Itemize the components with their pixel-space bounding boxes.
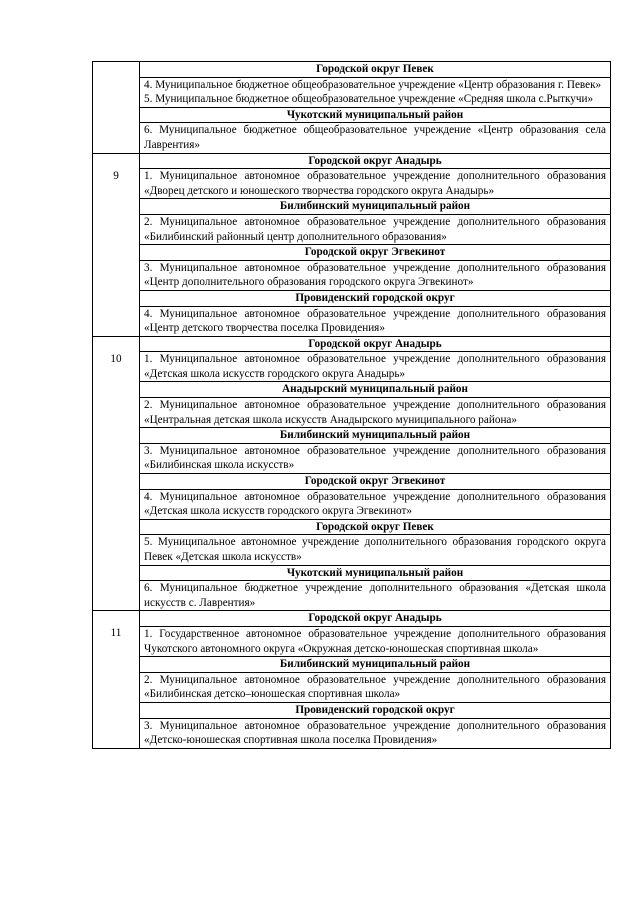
institution-item: 1. Государственное автономное образовательное учреждение дополнительного образования Чукотского автономного округа «Окружная детско-юношеская спортивная школа» <box>144 627 606 655</box>
section-items-row <box>93 352 611 382</box>
section-items-row <box>93 672 611 702</box>
section-heading-row <box>93 428 611 444</box>
section-items-row <box>93 123 611 153</box>
section-items-cell <box>140 718 611 748</box>
institution-item: 2. Муниципальное автономное образовательное учреждение дополнительного образования «Билибинский районный центр дополнительного образования» <box>144 215 606 243</box>
section-heading-row <box>93 290 611 306</box>
institution-item: 2. Муниципальное автономное образовательное учреждение дополнительного образования «Билибинская детско–юношеская спортивная школа» <box>144 673 606 701</box>
row-number-cell <box>93 153 140 336</box>
section-heading: Городской округ Эгвекинот <box>140 245 611 261</box>
section-heading-row <box>93 245 611 261</box>
section-items-cell <box>140 672 611 702</box>
section-heading: Чукотский муниципальный район <box>140 107 611 123</box>
section-heading: Городской округ Анадырь <box>140 336 611 352</box>
institution-item: 6. Муниципальное бюджетное учреждение дополнительного образования «Детская школа искусств с. Лаврентия» <box>144 582 606 609</box>
institution-item: 3. Муниципальное автономное образовательное учреждение дополнительного образования «Центр дополнительного образования городского округа Эгвекинот» <box>144 261 606 289</box>
section-items-cell <box>140 77 611 107</box>
institution-item: 1. Муниципальное автономное образовательное учреждение дополнительного образования «Детская школа искусств городского округа Анадырь» <box>144 353 606 380</box>
section-items-cell <box>140 123 611 153</box>
section-heading: Провиденский городской округ <box>140 702 611 718</box>
section-items-cell <box>140 398 611 428</box>
section-items-cell <box>140 169 611 199</box>
section-items-row <box>93 718 611 748</box>
section-items-cell <box>140 535 611 565</box>
section-items-row <box>93 626 611 656</box>
section-heading: Городской округ Певек <box>140 519 611 535</box>
section-heading: Городской округ Анадырь <box>140 153 611 169</box>
institution-item: 4. Муниципальное автономное образовательное учреждение дополнительного образования «Центр детского творчества поселка Провидения» <box>144 307 606 335</box>
row-number-cell <box>93 336 140 611</box>
document-page <box>92 61 610 749</box>
section-heading: Провиденский городской округ <box>140 290 611 306</box>
section-heading-row <box>93 657 611 673</box>
section-heading-row <box>93 336 611 352</box>
section-heading: Билибинский муниципальный район <box>140 657 611 673</box>
section-heading: Билибинский муниципальный район <box>140 199 611 215</box>
row-number <box>97 62 135 77</box>
section-items-row <box>93 77 611 107</box>
row-number-cell <box>93 62 140 154</box>
section-items-cell <box>140 581 611 611</box>
section-heading-row <box>93 519 611 535</box>
section-heading-row <box>93 153 611 169</box>
section-heading: Анадырский муниципальный район <box>140 382 611 398</box>
section-heading-row <box>93 702 611 718</box>
section-heading: Городской округ Эгвекинот <box>140 474 611 490</box>
section-heading: Городской округ Певек <box>140 62 611 78</box>
section-heading: Билибинский муниципальный район <box>140 428 611 444</box>
section-items-cell <box>140 443 611 473</box>
section-items-cell <box>140 260 611 290</box>
section-items-row <box>93 443 611 473</box>
row-number: 9 <box>113 169 119 182</box>
section-items-row <box>93 306 611 336</box>
section-items-cell <box>140 214 611 244</box>
institutions-table <box>92 61 611 749</box>
section-items-cell <box>140 352 611 382</box>
institution-item: 3. Муниципальное автономное образовательное учреждение дополнительного образования «Билибинская школа искусств» <box>144 444 606 472</box>
section-heading-row <box>93 565 611 581</box>
row-number: 11 <box>110 627 122 640</box>
institution-item: 3. Муниципальное автономное образовательное учреждение дополнительного образования «Детско-юношеская спортивная школа поселка Провидения» <box>144 719 606 747</box>
row-number-cell <box>93 611 140 748</box>
institution-item: 4. Муниципальное автономное образовательное учреждение дополнительного образования «Детская школа искусств городского округа Эгвекинот» <box>144 490 606 518</box>
section-heading-row <box>93 199 611 215</box>
section-items-row <box>93 260 611 290</box>
institution-item: 1. Муниципальное автономное образовательное учреждение дополнительного образования «Дворец детского и юношеского творчества городского округа Анадырь» <box>144 170 606 197</box>
institution-item: 6. Муниципальное бюджетное общеобразовательное учреждение «Центр образования села Лаврентия» <box>144 124 606 151</box>
row-number: 10 <box>110 352 122 365</box>
section-items-row <box>93 489 611 519</box>
section-items-row <box>93 214 611 244</box>
section-items-row <box>93 169 611 199</box>
institution-item: 4. Муниципальное бюджетное общеобразовательное учреждение «Центр образования г. Певек» <box>144 78 602 91</box>
section-items-cell <box>140 489 611 519</box>
section-heading: Чукотский муниципальный район <box>140 565 611 581</box>
section-heading: Городской округ Анадырь <box>140 611 611 627</box>
institution-item: 2. Муниципальное автономное образовательное учреждение дополнительного образования «Центральная детская школа искусств Анадырского муниципального района» <box>144 399 606 426</box>
section-heading-row <box>93 611 611 627</box>
section-items-cell <box>140 626 611 656</box>
section-items-cell <box>140 306 611 336</box>
section-items-row <box>93 535 611 565</box>
section-heading-row <box>93 107 611 123</box>
section-items-row <box>93 581 611 611</box>
section-heading-row <box>93 382 611 398</box>
institution-item: 5. Муниципальное автономное учреждение дополнительного образования городского округа Певек «Детская школа искусств» <box>144 536 606 563</box>
section-heading-row <box>93 474 611 490</box>
section-items-row <box>93 398 611 428</box>
institution-item: 5. Муниципальное бюджетное общеобразовательное учреждение «Средняя школа с.Рыткучи» <box>144 93 594 106</box>
section-heading-row <box>93 62 611 78</box>
